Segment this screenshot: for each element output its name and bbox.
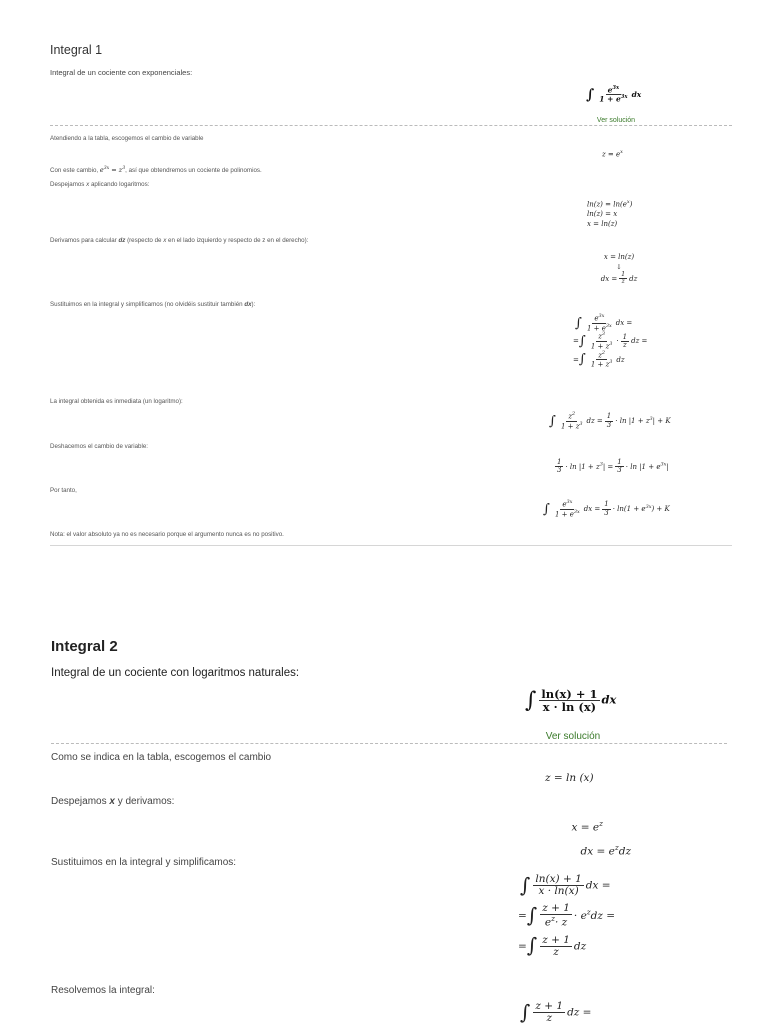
divider-solid-1	[50, 545, 732, 546]
integral-2-title: Integral 2	[51, 638, 118, 655]
step-2-2-text: Despejamos x y derivamos:	[51, 796, 175, 807]
step-1-math: $z = e^x$	[602, 149, 623, 159]
integral-1-main-formula: ∫ $\frac{e^{3x}}{1 + e^{3x}}$ dx	[586, 85, 642, 104]
step-3-math: $\ln(z) = \ln(e^x)$ ln(z) = x x = ln(z)	[587, 199, 633, 229]
step-7-math: $\frac{1}{3}$ · $\ln |1 + z^3|$ = $\frac{1}{3}$ · $\ln |1 + e^{3x}|$	[557, 458, 669, 475]
step-4-math: x = ln(z) ↓ dx = $\frac{1}{z}$ dz	[600, 253, 638, 286]
step-4-text: Derivamos para calcular dz (respecto de x en el lado izquierdo y respecto de z en el derecho):	[50, 237, 309, 244]
divider-dashed-2	[51, 743, 727, 744]
ver-solucion-button-1[interactable]: Ver solución	[596, 117, 636, 124]
integral-2-main-formula: ∫ $\frac{\ln(x) + 1}{x \cdot \ln (x)}$ dx	[525, 687, 617, 715]
step-2-3-text: Sustituimos en la integral y simplificamos:	[51, 857, 237, 868]
note-text: Nota: el valor absoluto ya no es necesario porque el argumento nunca es no positivo.	[50, 531, 284, 538]
step-2-text: Con este cambio, $e^{3x} = z^3$, así que obtendremos un cociente de polinomios.	[50, 166, 262, 175]
step-8-text: Por tanto,	[50, 487, 77, 494]
step-2-4-math: ∫ $\frac{z + 1}{z}$ dz =	[520, 999, 592, 1024]
integral-1-title: Integral 1	[50, 43, 103, 57]
step-7-text: Deshacemos el cambio de variable:	[50, 443, 149, 450]
integral-1-subtitle: Integral de un cociente con exponenciales:	[50, 68, 193, 77]
step-2-1-text: Como se indica en la tabla, escogemos el cambio	[51, 752, 272, 763]
step-3-text: Despejamos x aplicando logaritmos:	[50, 181, 150, 188]
divider-dashed-1	[50, 125, 732, 126]
step-2-3-math: ∫ $\frac{\ln(x) + 1}{x \cdot \ln(x)}$ dx = =∫ $\frac{z + 1}{e^z\cdot z}$ · $e^zdz$ = =∫ $\frac{z + 1}{z}$ dz	[518, 872, 616, 958]
step-1-text: Atendiendo a la tabla, escogemos el cambio de variable	[50, 135, 204, 142]
step-2-2-math: $x = e^z$ dx = $e^zdz$	[571, 819, 631, 857]
step-5-math: ∫ $\frac{e^{3x}}{1 + e^{3x}}$ dx = =∫ $\frac{z^3}{1 + z^3}$ · $\frac{1}{z}$ dz = =∫ $\frac{z^2}{1 + z^3}$ dz	[573, 313, 648, 369]
step-6-math: ∫ $\frac{z^2}{1 + z^3}$ dz = $\frac{1}{3}$ · $\ln |1 + z^3| + K$	[549, 411, 671, 430]
ver-solucion-button-2[interactable]: Ver solución	[545, 731, 601, 742]
step-2-4-text: Resolvemos la integral:	[51, 985, 155, 996]
step-8-math: ∫ $\frac{e^{3x}}{1 + e^{3x}}$ dx = $\frac{1}{3}$ · $\ln(1 + e^{3x}) + K$	[543, 499, 670, 518]
integral-2-subtitle: Integral de un cociente con logaritmos naturales:	[51, 667, 300, 679]
step-5-text: Sustituimos en la integral y simplificamos (no olvidéis sustituir también dx):	[50, 301, 256, 308]
step-6-text: La integral obtenida es inmediata (un logaritmo):	[50, 398, 183, 405]
step-2-1-math: z = ln (x)	[545, 772, 594, 784]
